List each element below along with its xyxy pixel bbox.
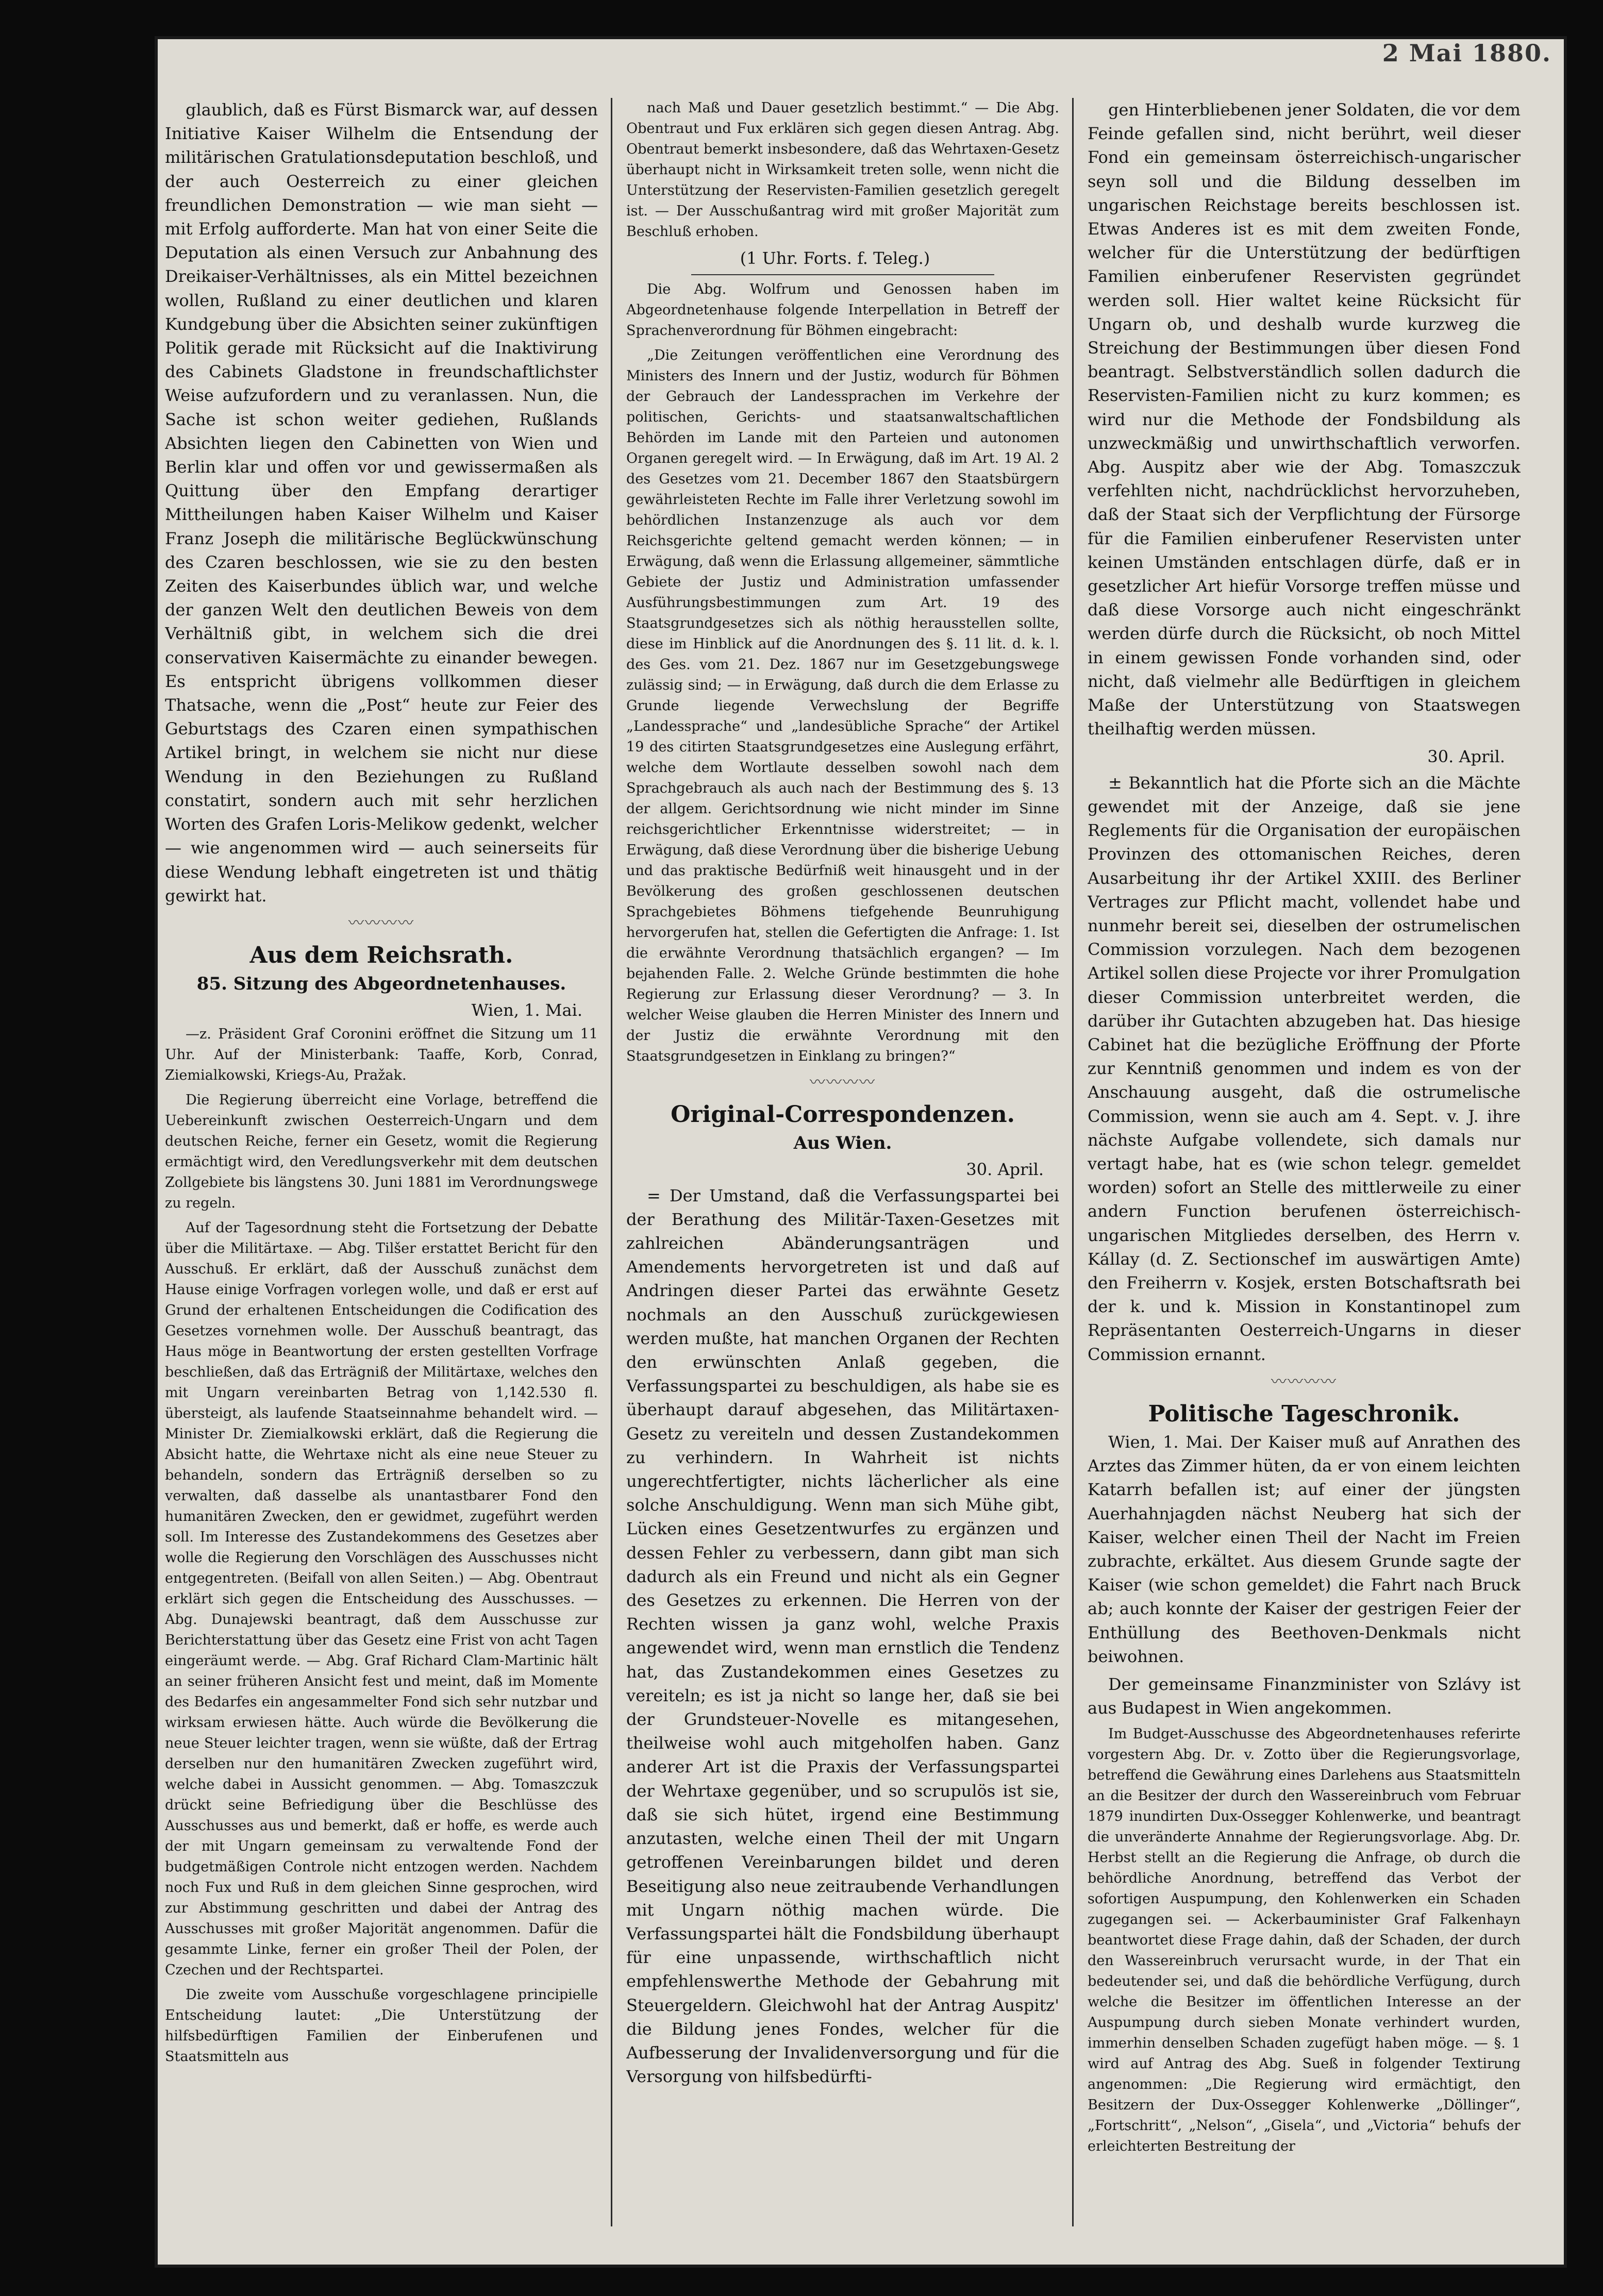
interpellation-text: „Die Zeitungen veröffentlichen eine Verordnung des Ministers des Innern und der Justiz, wodurch für Böhmen der Gebrauch der Landessprachen im Verkehre der politischen, Gerichts- und staatsanwaltschaftlichen Behörden im Lande mit den Parteien und autonomen Organen geregelt wird. — In Erwägung, daß im Art. 19 Al. 2 des Gesetzes vom 21. December 1867 den Staatsbürgern gewährleisteten Rechte im Falle ihrer Verletzung sowohl im behördlichen Instanzenzuge als auch vor dem Reichsgerichte geltend gemacht werden können; — in Erwägung, daß wenn die Erlassung allgemeiner, sämmtliche Gebiete der Justiz und Administration umfassender Ausführungsbestimmungen zum Art. 19 des Staatsgrundgesetzes sich als nöthig herausstellen sollte, diese im Hinblick auf die Anordnungen des §. 11 lit. d. k. l. des Ges. vom 21. Dez. 1867 nur im Gesetzgebungswege zulässig sind; — in Erwägung, daß durch die dem Erlasse zu Grunde liegende Verwechslung der Begriffe „Landessprache“ und „landesübliche Sprache“ der Artikel 19 des citirten Staatsgrundgesetzes eine Auslegung erfährt, welche dem Wortlaute desselben sowohl nach dem Sprachgebrauch als auch nach der Bestimmung des §. 13 der allgem. Gerichtsordnung wie nicht minder im Sinne reichsgerichtlicher Erkenntnisse widerstreitet; — in Erwägung, daß diese Verordnung über die bisherige Uebung und das praktische Bedürfniß weit hinausgeht und in der Bevölkerung des großen geschlossenen deutschen Sprachgebietes Böhmens tiefgehende Beunruhigung hervorgerufen hat, stellen die Gefertigten die Anfrage: 1. Ist die erwähnte Verordnung thatsächlich ergangen? — Im bejahenden Falle. 2. Welche Gründe bestimmten die hohe Regierung zur Erlassung dieser Verordnung? — 3. In welcher Weise glauben die Herren Minister des Innern und der Justiz die erwähnte Verordnung mit den Staatsgrundgesetzen in Einklang zu bringen?“ (626, 347, 1059, 1065)
column-3 (1088, 98, 1521, 2226)
news-budget-ausschuss: Im Budget-Ausschusse des Abgeordnetenhauses referirte vorgestern Abg. Dr. v. Zotto über die Regierungsvorlage, betreffend die Gewährung eines Darlehens aus Staatsmitteln an die Besitzer der durch den Wassereinbruch vom Februar 1879 inundirten Dux-Ossegger Kohlenwerke, und beantragt die unveränderte Annahme der Regierungsvorlage. Abg. Dr. Herbst stellt an die Regierung die Anfrage, ob durch die behördliche Anordnung, betreffend das Verbot der sofortigen Auspumpung, den Kohlenwerken ein Schaden zugegangen sei. — Ackerbauminister Graf Falkenhayn beantwortet diese Frage dahin, daß der Schaden, der durch den Wassereinbruch verursacht wurde, in der That ein bedeutender sei, und daß die behördliche Verfügung, durch welche die Besitzer im öffentlichen Interesse an der Auspumpung durch sieben Monate verhindert wurden, immerhin denselben Schaden zugefügt haben möge. — §. 1 wird auf Antrag des Abg. Sueß in folgender Textirung angenommen: „Die Regierung wird ermächtigt, den Besitzern der Dux-Ossegger Kohlenwerke „Döllinger“, „Fortschritt“, „Nelson“, „Gisela“, und „Victoria“ behufs der erleichterten Bestreitung der (1088, 1726, 1521, 2155)
column-2 (626, 98, 1059, 2226)
session-subheading: 85. Sitzung des Abgeordnetenhauses. (196, 974, 566, 995)
correspondence-origin: Aus Wien. (793, 1133, 892, 1154)
article-pforte: ± Bekanntlich hat die Pforte sich an die Mächte gewendet mit der Anzeige, daß sie jene Reglements für die Organisation der europäischen Provinzen des ottomanischen Reiches, deren Ausarbeitung ihr der Artikel XXIII. des Berliner Vertrages zur Pflicht macht, vollendet habe und nunmehr bereit sei, dieselben der ostrumelischen Commission vorzulegen. Nach dem bezogenen Artikel sollen diese Projecte vor ihrer Promulgation dieser Commission unterbreitet werden, die darüber ihr Gutachten abzugeben hat. Das hiesige Cabinet hat die bezügliche Eröffnung der Pforte zur Kenntniß genommen und indem es von der Anschauung ausgeht, daß die ostrumelische Commission, wenn sie auch am 4. Sept. v. J. ihre nächste Aufgabe vollendete, sich damals nur vertagt habe, hat es (wie schon telegr. gemeldet worden) sofort an Stelle des mittlerweile zu einer andern Function berufenen österreichisch-ungarischen Mitgliedes derselben, des Herrn v. Kállay (d. Z. Sectionschef im auswärtigen Amte) den Freiherrn v. Kosjek, ersten Botschaftsrath bei der k. und k. Mission in Konstantinopel zum Repräsentanten Oesterreich-Ungarns in dieser Commission ernannt. (1088, 773, 1521, 1364)
section-divider: 〰〰〰〰 (810, 1074, 876, 1092)
session-opening: —z. Präsident Graf Coronini eröffnet die Sitzung um 11 Uhr. Auf der Ministerbank: Taaffe, Korb, Conrad, Ziemialkowski, Kriegs-Au, Pražak. (165, 1026, 598, 1084)
debate-continuation: nach Maß und Dauer gesetzlich bestimmt.“ — Die Abg. Obentraut und Fux erklären sich gegen diesen Antrag. Abg. Obentraut bemerkt insbesondere, daß das Wehrtaxen-Gesetz überhaupt nicht in Wirksamkeit treten solle, wenn nicht die Unterstützung der Reservisten-Familien gesetzlich geregelt ist. — Der Ausschußantrag wird mit großer Majorität zum Beschluß erhoben. (626, 100, 1059, 240)
article-verfassungspartei: = Der Umstand, daß die Verfassungspartei bei der Berathung des Militär-Taxen-Gesetzes mit zahlreichen Abänderungsanträgen und Amendements hervorgetreten ist und daß auf Andringen dieser Partei das erwähnte Gesetz nochmals an den Ausschuß zurückgewiesen werden mußte, hat manchen Organen der Rechten den erwünschten Anlaß gegeben, die Verfassungspartei zu beschuldigen, als habe sie es überhaupt darauf abgesehen, das Militärtaxen-Gesetz zu vereiteln und dessen Zustandekommen zu verhindern. In Wahrheit ist nichts ungerechtfertigter, nichts lächerlicher als eine solche Anschuldigung. Wenn man sich Mühe gibt, Lücken eines Gesetzentwurfes zu ergänzen und dessen Fehler zu verbessern, dann gibt man sich dadurch als ein Freund und nicht als ein Gegner des Gesetzes zu erkennen. Die Herren von der Rechten wissen ja ganz wohl, welche Praxis angewendet wird, wenn man ernstlich die Tendenz hat, das Zustandekommen eines Gesetzes zu vereiteln; es ist ja nicht so lange her, daß sie bei der Grundsteuer-Novelle es mitangesehen, theilweise wohl auch mitgeholfen haben. Ganz anderer Art ist die Praxis der Verfassungspartei der Wehrtaxe gegenüber, und so scrupulös ist sie, daß sie sich hütet, irgend eine Bestimmung anzutasten, welche einen Theil der mit Ungarn getroffenen Vereinbarungen bildet und deren Beseitigung also neue zeitraubende Verhandlungen mit Ungarn nöthig machen würde. Die Verfassungspartei hält die Fondsbildung überhaupt für eine unpassende, wirthschaftlich nicht empfehlenswerthe Methode der Gebahrung mit Steuergeldern. Gleichwohl hat der Antrag Auspitz' die Bildung jenes Fondes, welcher für die Aufbesserung der Invalidenversorgung und für die Versorgung von hilfsbedürfti- (626, 1185, 1059, 2087)
dateline-april-30-second: 30. April. (1427, 747, 1505, 767)
section-heading-tageschronik: Politische Tageschronik. (1148, 1400, 1460, 1427)
section-divider: 〰〰〰〰 (1271, 1372, 1337, 1391)
section-heading-reichsrath: Aus dem Reichsrath. (249, 942, 513, 969)
newspaper-page (155, 36, 1567, 2268)
news-kaiser: Wien, 1. Mai. Der Kaiser muß auf Anrathen des Arztes das Zimmer hüten, da er von einem leichten Katarrh befallen ist; auf einer der jüngsten Auerhahnjagden nächst Neuberg hat sich der Kaiser, welcher einen Theil der Nacht im Freien zubrachte, erkältet. Aus diesem Grunde sagte der Kaiser (wie schon gemeldet) die Fahrt nach Bruck ab; auch konnte der Kaiser der gestrigen Feier der Enthüllung des Beethoven-Denkmals nicht beiwohnen. (1088, 1432, 1521, 1666)
column-rule-left (611, 98, 612, 2226)
column-1 (165, 98, 598, 2226)
article-verfassungspartei-continuation: gen Hinterbliebenen jener Soldaten, die vor dem Feinde gefallen sind, nicht berührt, weil dieser Fond ein gemeinsam österreichisch-ungarischer seyn soll und die Bildung desselben im ungarischen Reichstage bereits beschlossen ist. Etwas Anderes ist es mit dem zweiten Fonde, welcher für die Unterstützung der bedürftigen Familien einberufener Reservisten gegründet werden soll. Hier waltet keine Rücksicht für Ungarn ob, und deshalb wurde kurzweg die Streichung der Bestimmungen über diesen Fond beantragt. Selbstverständlich sollen dadurch die Reservisten-Familien nicht zu kurz kommen; es wird nur die Methode der Fondsbildung als unzweckmäßig und unwirthschaftlich verworfen. Abg. Auspitz aber wie der Abg. Tomaszczuk verfehlten nicht, nachdrücklichst hervorzuheben, daß der Staat sich der Verpflichtung der Fürsorge für die Familien einberufener Reservisten unter keinen Umständen entschlagen dürfe, daß er in gesetzlicher Art hiefür Vorsorge treffen müsse und daß diese Vorsorge auch nicht eingeschränkt werden dürfe durch die Rücksicht, ob noch Mittel in einem gewissen Fonde vorhanden sind, oder nicht, daß vielmehr alle Bedürftigen in gleichem Maße der Unterstützung von Staatswegen theilhaftig werden müssen. (1088, 100, 1521, 739)
militaertaxe-debate: Auf der Tagesordnung steht die Fortsetzung der Debatte über die Militärtaxe. — Abg. Tilšer erstattet Bericht für den Ausschuß. Er erklärt, daß der Ausschuß zunächst dem Hause einige Vorfragen vorlegen wolle, und daß er erst auf Grund der erhaltenen Entscheidungen die Codification des Gesetzes vornehmen wolle. Der Ausschuß beantragt, das Haus möge in Beantwortung der ersten gestellten Vorfrage beschließen, daß das Erträgniß der Militärtaxe, welches den mit Ungarn vereinbarten Betrag von 1,142.530 fl. übersteigt, als laufende Staatseinnahme behandelt wird. — Minister Dr. Ziemialkowski erklärt, daß die Regierung die Absicht hatte, die Wehrtaxe nicht als eine neue Steuer zu behandeln, sondern das Erträgniß derselben so zu verwalten, daß dasselbe als unantastbarer Fond den humanitären Zwecken, den er gewidmet, zugeführt werden soll. Im Interesse des Zustandekommens des Gesetzes aber wolle die Regierung den Vorschlägen des Ausschusses nicht entgegentreten. (Beifall von allen Seiten.) — Abg. Obentraut erklärt sich gegen die Entscheidung des Ausschusses. — Abg. Dunajewski beantragt, daß dem Ausschusse zur Berichterstattung über das Gesetz eine Frist von acht Tagen eingeräumt werde. — Abg. Graf Richard Clam-Martinic hält an seiner früheren Ansicht fest und meint, daß im Momente des Bedarfes ein angesammelter Fond sich sehr nutzbar und wirksam erwiesen hätte. Auch würde die Bevölkerung die neue Steuer leichter tragen, wenn sie wüßte, daß der Ertrag derselben nur den humanitären Zwecken zugeführt wird, welche dabei in Aussicht genommen. — Abg. Tomaszczuk drückt seine Befriedigung über die Beschlüsse des Ausschusses aus und bemerkt, daß er hoffe, es werde auch der mit Ungarn gemeinsam zu verwaltende Fond der budgetmäßigen Controle nicht entzogen werden. Nachdem noch Fux und Ruß in dem gleichen Sinne gesprochen, wird zur Abstimmung geschritten und dabei der Antrag des Ausschusses mit großer Majorität angenommen. Dafür die gesammte Linke, ferner ein großer Theil der Polen, der Czechen und der Rechtspartei. (165, 1220, 598, 1979)
dateline-vienna: Wien, 1. Mai. (471, 1000, 582, 1020)
divider-line (691, 274, 994, 275)
section-divider: 〰〰〰〰 (348, 914, 414, 932)
government-bill: Die Regierung überreicht eine Vorlage, betreffend die Uebereinkunft zwischen Oesterreich-Ungarn und dem deutschen Reiche, ferner ein Gesetz, womit die Regierung ermächtigt wird, den Veredlungsverkehr mit dem deutschen Zollgebiete bis längstens 30. Juni 1881 im Verordnungswege zu regeln. (165, 1092, 598, 1212)
section-heading-correspondence: Original-Correspondenzen. (671, 1101, 1015, 1128)
article-bismarck-continuation: glaublich, daß es Fürst Bismarck war, auf dessen Initiative Kaiser Wilhelm die Entsendung der militärischen Gratulationsdeputation beschloß, und der auch Oesterreich zu einer gleichen freundlichen Demonstration — wie man sieht — mit Erfolg aufforderte. Man hat von einer Seite die Deputation als einen Versuch zur Anbahnung des Dreikaiser-Verhältnisses, als ein Mittel bezeichnen wollen, Rußland zu einer deutlichen und klaren Kundgebung über die Absichten seiner zukünftigen Politik gerade mit Rücksicht auf die Inaktivirung des Cabinets Gladstone in freundschaftlichster Weise aufzufordern und zu veranlassen. Nun, die Sache ist schon weiter gediehen, Rußlands Absichten liegen den Cabinetten von Wien und Berlin klar und offen vor und gewissermaßen als Quittung über den Empfang derartiger Mittheilungen haben Kaiser Wilhelm und Kaiser Franz Joseph die militärische Beglückwünschung des Czaren beschlossen, wie sie zu den besten Zeiten des Kaiserbundes üblich war, und welche der ganzen Welt den deutlichen Beweis von dem Verhältniß gibt, in welchem sich die drei conservativen Kaisermächte zu einander bewegen. Es entspricht übrigens vollkommen dieser Thatsache, wenn die „Post“ heute zur Feier des Geburtstags des Czaren einen sympathischen Artikel bringt, in welchem sie nicht nur diese Wendung in den Beziehungen zu Rußland constatirt, sondern auch mit sehr herzlichen Worten des Grafen Loris-Melikow gedenkt, welcher — wie angenommen wird — auch seinerseits für diese Wendung lebhaft eingetreten ist und thätig gewirkt hat. (165, 100, 598, 906)
interpellation-intro: Die Abg. Wolfrum und Genossen haben im Abgeordnetenhause folgende Interpellation in Betreff der Sprachenverordnung für Böhmen eingebracht: (626, 281, 1059, 339)
telegram-note: (1 Uhr. Forts. f. Teleg.) (740, 248, 930, 268)
second-decision: Die zweite vom Ausschuße vorgeschlagene principielle Entscheidung lautet: „Die Unterstützung der hilfsbedürftigen Familien der Einberufenen und Staatsmitteln aus (165, 1987, 598, 2065)
issue-date: 2 Mai 1880. (1382, 39, 1551, 67)
column-rule-right (1072, 98, 1074, 2226)
dateline-april-30: 30. April. (966, 1160, 1044, 1180)
news-finanzminister: Der gemeinsame Finanzminister von Szlávy ist aus Budapest in Wien angekommen. (1088, 1674, 1521, 1718)
